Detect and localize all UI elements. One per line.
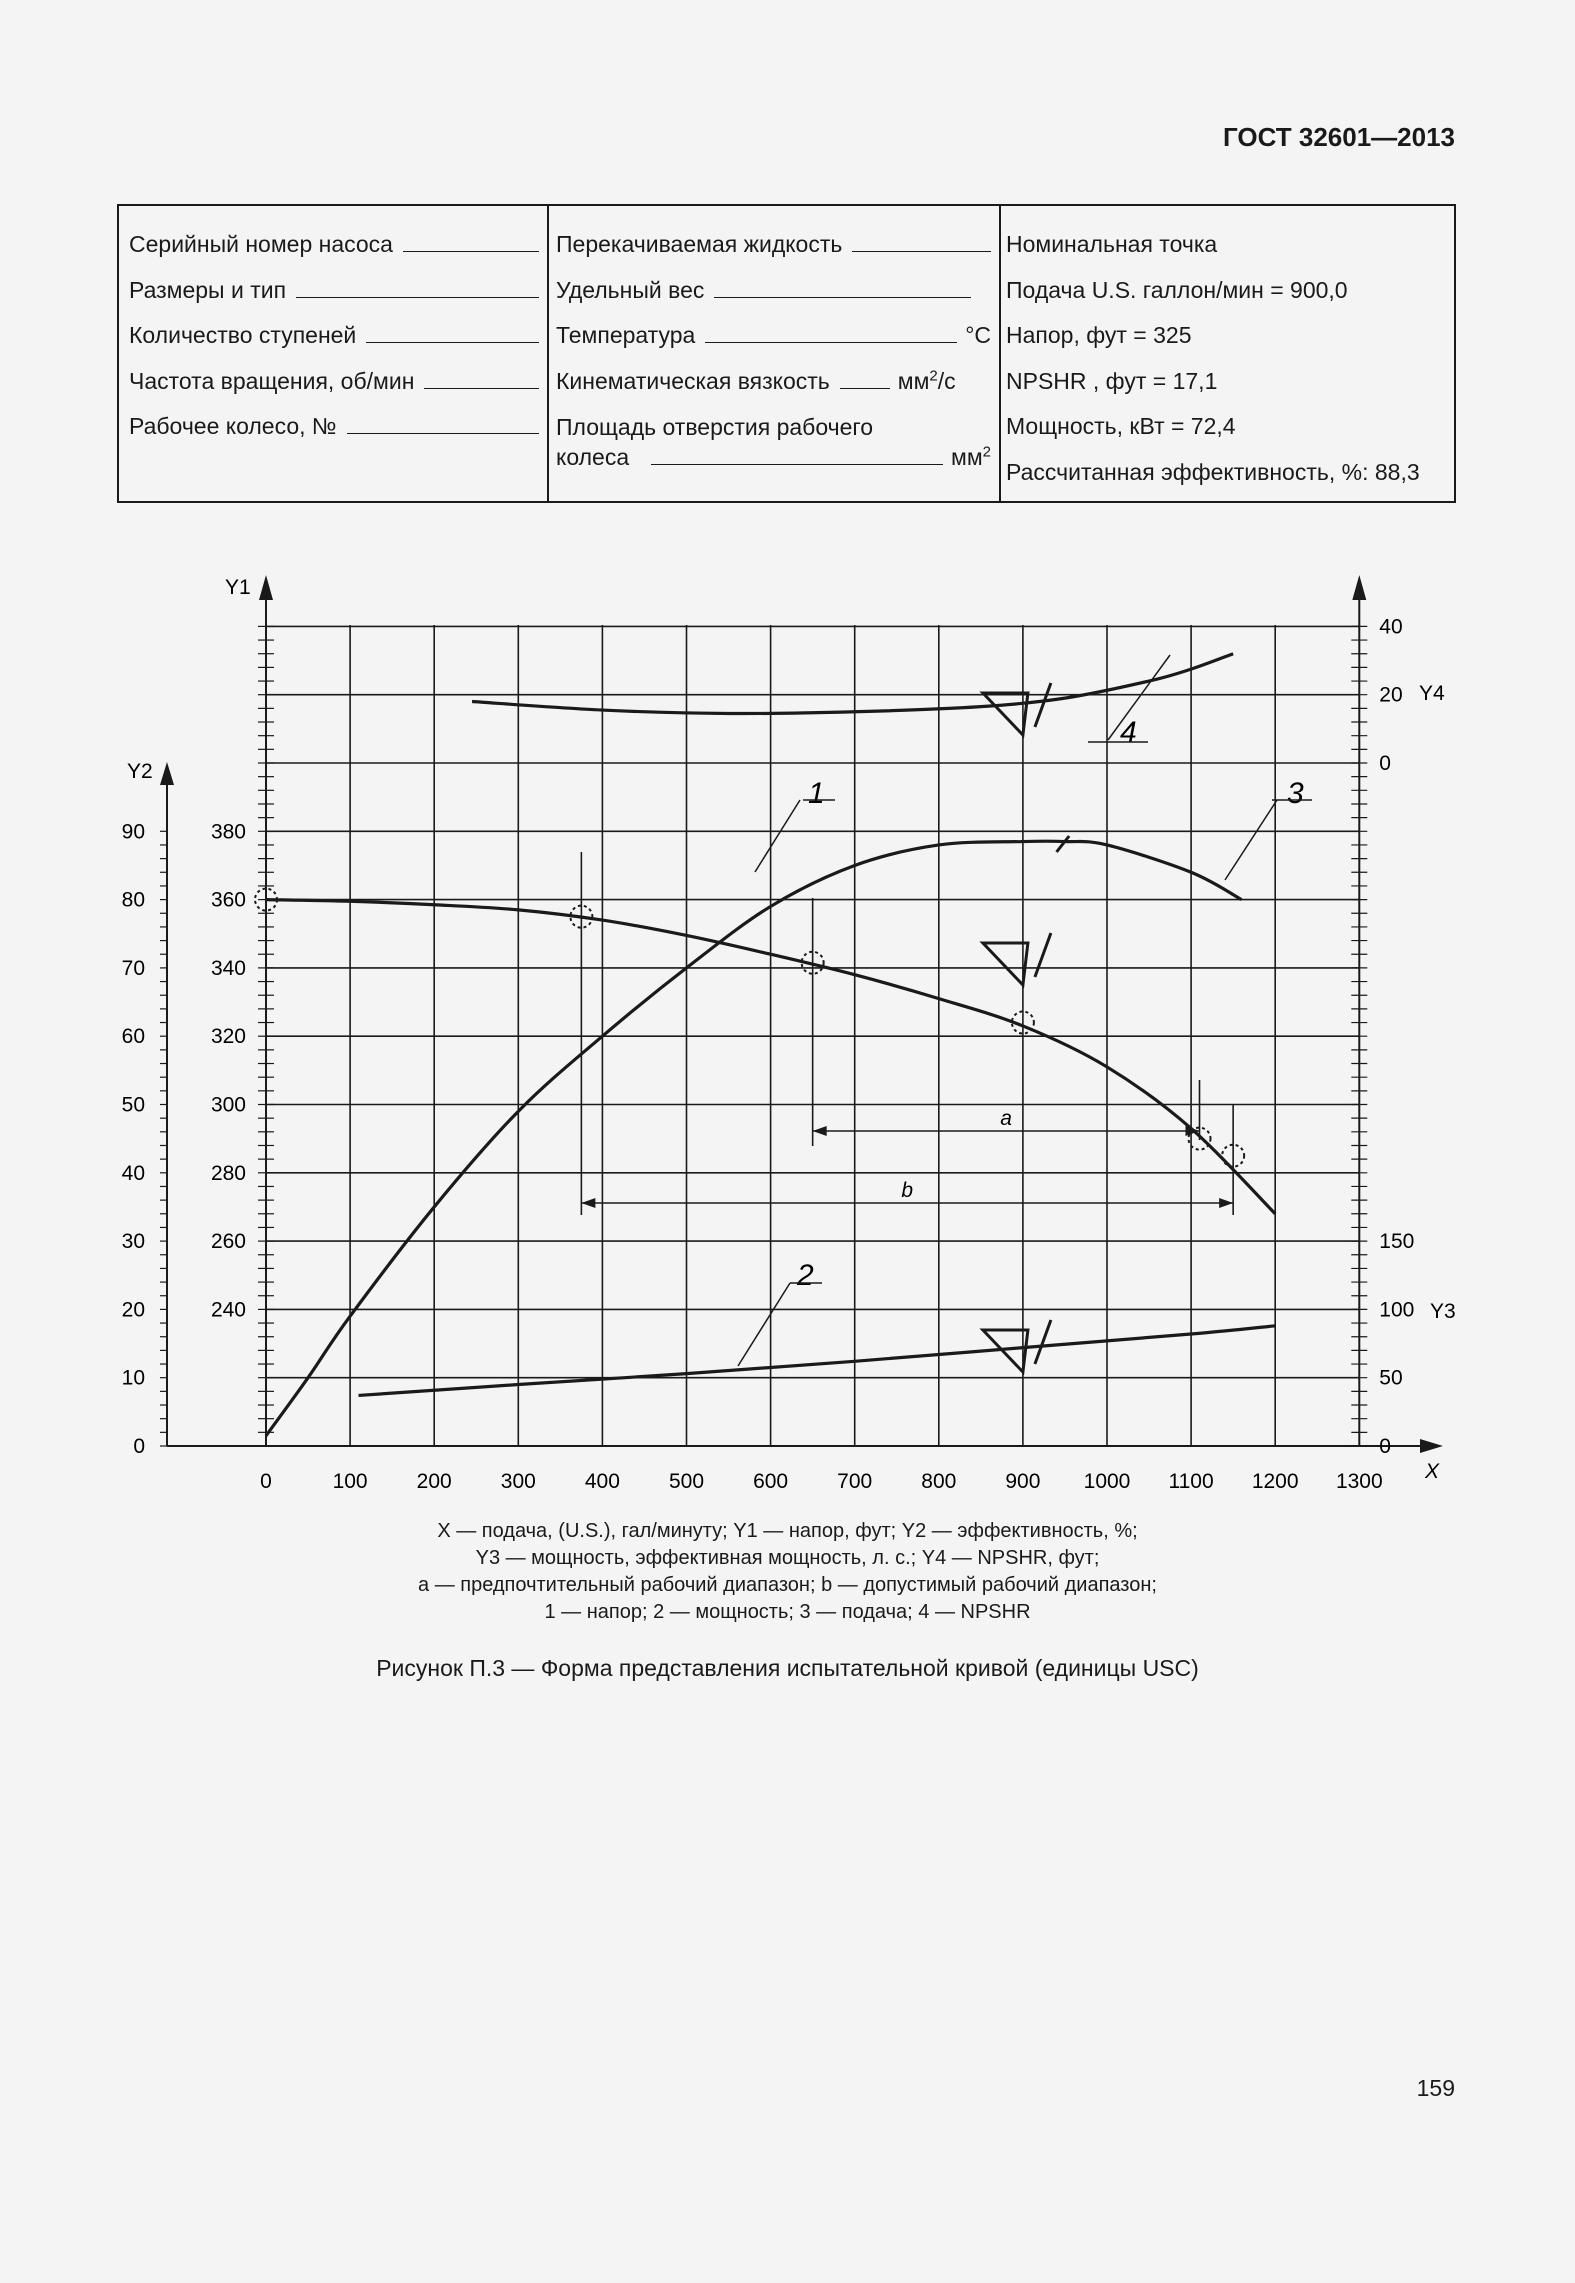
stages-row [129, 313, 539, 359]
temperature-blank [705, 341, 957, 343]
stages-label: Количество ступеней [129, 322, 357, 348]
y2-tick-label: 60 [121, 1025, 145, 1049]
right-axis-arrow [1352, 575, 1366, 600]
pump-info-table [117, 204, 1456, 503]
y3-tick-label: 100 [1379, 1298, 1415, 1322]
impeller-label: Рабочее колесо, № [129, 413, 337, 439]
area-label-line2: колеса [556, 444, 630, 470]
rated-point-column [1001, 206, 1454, 501]
y2-tick-label: 90 [121, 820, 145, 844]
y1-tick-label: 300 [210, 1093, 246, 1117]
viscosity-unit-tail: /с [937, 367, 956, 394]
gravity-blank [714, 296, 971, 298]
pump-params-column [119, 206, 549, 501]
curve-series-2 [359, 1326, 1276, 1396]
document-standard-header: ГОСТ 32601—2013 [1223, 122, 1455, 152]
figure-legend [0, 1518, 1575, 1626]
viscosity-unit-sup: 2 [929, 366, 938, 384]
liquid-row [556, 222, 991, 268]
y3-tick-label: 50 [1379, 1366, 1403, 1390]
size-type-row [129, 268, 539, 314]
legend-line-1: X — подача, (U.S.), гал/минуту; Y1 — напор, фут; Y2 — эффективность, %; [437, 1520, 1138, 1542]
area-unit-base: мм [951, 444, 983, 470]
range-b-arrow-right [1219, 1198, 1233, 1208]
x-tick-label: 800 [921, 1470, 957, 1493]
y1-tick-label: 240 [210, 1298, 246, 1322]
rated-flow: Подача U.S. галлон/мин = 900,0 [1006, 276, 1348, 303]
range-b-label: b [901, 1179, 914, 1202]
area-label-line1: Площадь отверстия рабочего [556, 414, 874, 440]
viscosity-blank [840, 387, 890, 389]
curve-label-3: 3 [1287, 777, 1304, 810]
rated-npshr: NPSHR , фут = 17,1 [1006, 367, 1218, 394]
figure-caption: Рисунок П.3 — Форма представления испытательной кривой (единицы USC) [376, 1655, 1199, 1681]
liquid-params-column [549, 206, 1001, 501]
y2-tick-label: 80 [121, 888, 145, 912]
speed-label: Частота вращения, об/мин [129, 367, 415, 394]
rated-point-triangle [983, 693, 1028, 735]
x-tick-label: 300 [500, 1470, 536, 1493]
y1-axis-label: Y1 [225, 576, 251, 599]
range-b-arrow-left [581, 1198, 595, 1208]
range-a-arrow-left [813, 1126, 827, 1136]
size-type-label: Размеры и тип [129, 276, 287, 303]
rated-point-slash [1035, 933, 1051, 977]
x-axis-label: X [1425, 1460, 1440, 1483]
x-tick-label: 900 [1005, 1470, 1041, 1493]
y3-axis-label: Y3 [1430, 1300, 1456, 1323]
y3-tick-label: 0 [1379, 1435, 1391, 1458]
viscosity-unit [898, 359, 956, 405]
pump-test-curve-chart [0, 560, 1575, 1520]
y2-tick-label: 20 [121, 1298, 145, 1322]
y2-axis-arrow [160, 762, 174, 785]
y1-tick-label: 340 [210, 956, 246, 980]
impeller-row [129, 404, 539, 450]
y2-tick-label: 50 [121, 1093, 145, 1117]
x-tick-label: 700 [837, 1470, 873, 1493]
serial-number-label: Серийный номер насоса [129, 231, 393, 257]
x-tick-label: 1100 [1168, 1470, 1214, 1493]
y2-tick-label: 10 [121, 1366, 145, 1390]
x-tick-label: 400 [584, 1470, 620, 1493]
page-number: 159 [1416, 2075, 1455, 2101]
x-tick-label: 100 [332, 1470, 368, 1493]
temperature-row [556, 313, 991, 359]
y3-tick-label: 150 [1379, 1230, 1415, 1254]
y1-tick-label: 380 [210, 820, 246, 844]
range-a-label: a [1000, 1107, 1012, 1130]
y4-tick-label: 40 [1379, 615, 1403, 639]
x-tick-label: 1000 [1083, 1470, 1131, 1493]
y1-tick-label: 360 [210, 888, 246, 912]
y2-tick-label: 0 [133, 1435, 145, 1458]
leader-line-3 [1225, 800, 1277, 880]
y2-tick-label: 70 [121, 956, 145, 980]
y1-tick-label: 320 [210, 1025, 246, 1049]
impeller-blank [347, 432, 539, 434]
x-tick-label: 1200 [1251, 1470, 1299, 1493]
area-line2 [556, 442, 991, 473]
y4-tick-label: 0 [1379, 752, 1391, 775]
y4-tick-label: 20 [1379, 683, 1403, 707]
viscosity-row [556, 359, 991, 405]
rated-head: Напор, фут = 325 [1006, 322, 1192, 348]
x-axis-arrow [1420, 1439, 1443, 1453]
curve-series-3 [266, 841, 1242, 1436]
y2-tick-label: 40 [121, 1161, 145, 1185]
liquid-blank [852, 250, 991, 252]
curve-label-1: 1 [808, 777, 825, 810]
leader-line-2 [738, 1283, 790, 1366]
y2-axis-label: Y2 [127, 760, 153, 783]
rated-point-title: Номинальная точка [1006, 231, 1218, 257]
stages-blank [366, 341, 539, 343]
y4-axis-label: Y4 [1419, 682, 1445, 705]
rated-point-slash [1035, 683, 1051, 727]
leader-line-4 [1108, 655, 1170, 740]
area-unit-sup: 2 [982, 443, 991, 461]
temperature-label: Температура [556, 322, 696, 348]
x-tick-label: 1300 [1335, 1470, 1383, 1493]
curve-series-4 [472, 654, 1233, 714]
x-tick-label: 0 [260, 1470, 272, 1493]
area-unit [951, 442, 991, 472]
speed-row [129, 359, 539, 405]
rated-efficiency: Рассчитанная эффективность, %: 88,3 [1006, 458, 1420, 485]
liquid-label: Перекачиваемая жидкость [556, 231, 843, 257]
legend-line-2: Y3 — мощность, эффективная мощность, л. с.; Y4 — NPSHR, фут; [475, 1547, 1100, 1569]
curve-label-4: 4 [1120, 716, 1137, 749]
gravity-row [556, 268, 991, 314]
size-type-blank [296, 296, 539, 298]
viscosity-label: Кинематическая вязкость [556, 367, 830, 394]
x-tick-label: 600 [753, 1470, 789, 1493]
speed-blank [424, 387, 539, 389]
curve-label-2: 2 [797, 1259, 814, 1292]
legend-line-3: a — предпочтительный рабочий диапазон; b — допустимый рабочий диапазон; [418, 1574, 1157, 1596]
gravity-label: Удельный вес [556, 276, 705, 303]
y1-tick-label: 280 [210, 1161, 246, 1185]
area-row [556, 412, 991, 473]
rated-point-triangle [983, 943, 1028, 985]
efficiency-peak-slash [1057, 836, 1070, 852]
rated-power: Мощность, кВт = 72,4 [1006, 413, 1236, 439]
y1-axis-arrow [259, 575, 273, 600]
viscosity-unit-base: мм [897, 367, 930, 394]
serial-number-row [129, 222, 539, 268]
y2-tick-label: 30 [121, 1230, 145, 1254]
serial-number-blank [403, 250, 539, 252]
x-tick-label: 200 [416, 1470, 452, 1493]
rated-point-slash [1035, 1320, 1051, 1364]
x-tick-label: 500 [668, 1470, 705, 1493]
legend-line-4: 1 — напор; 2 — мощность; 3 — подача; 4 — NPSHR [544, 1601, 1031, 1623]
y1-tick-label: 260 [210, 1230, 246, 1254]
temperature-unit: °C [965, 322, 991, 348]
leader-line-1 [755, 800, 800, 872]
area-blank [651, 463, 943, 465]
